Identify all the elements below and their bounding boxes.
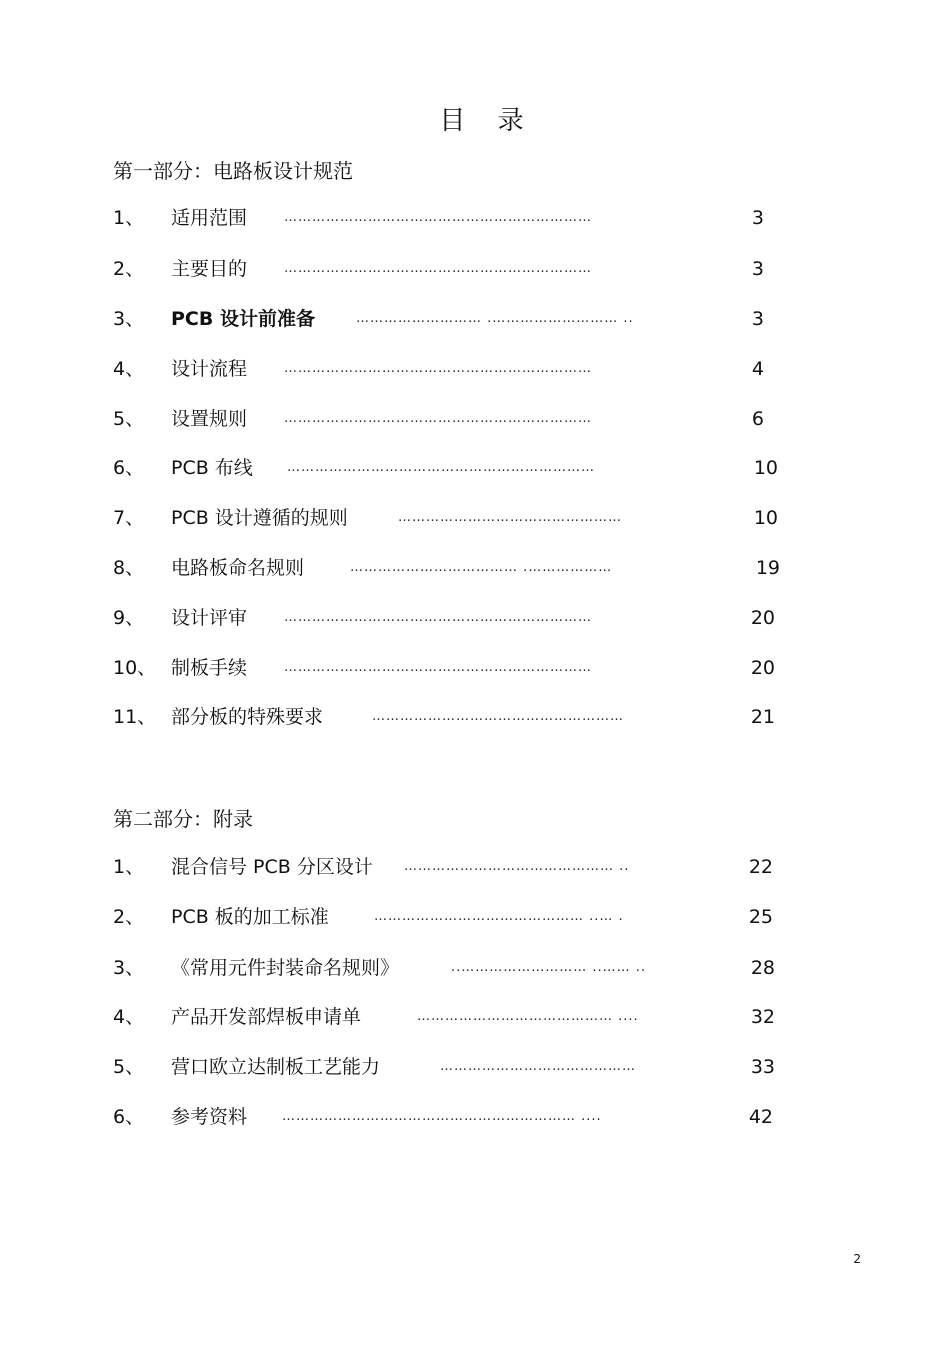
- toc-entry-leader: ……………………… .……………………… ..: [356, 311, 634, 326]
- toc-entry-leader: ……………………………………………………… ....: [282, 1109, 602, 1124]
- toc-entry[interactable]: [0, 205, 950, 231]
- toc-entry-leader: ..……………………… ..…… ..: [451, 960, 647, 975]
- toc-entry-number: 11、: [113, 706, 157, 728]
- toc-entry[interactable]: [0, 555, 950, 581]
- toc-entry[interactable]: [0, 955, 950, 981]
- toc-entry-page: 3: [751, 258, 764, 280]
- toc-entry[interactable]: [0, 854, 950, 880]
- toc-entry-number: 8、: [113, 557, 145, 579]
- toc-entry-page: 32: [750, 1006, 775, 1028]
- toc-entry-page: 21: [750, 706, 775, 728]
- toc-entry-leader: …………………………………………………………: [284, 210, 592, 225]
- toc-entry-page: 6: [751, 408, 764, 430]
- toc-entry-page: 20: [750, 607, 775, 629]
- toc-entry-page: 25: [748, 906, 773, 928]
- toc-entry-title: 混合信号 PCB 分区设计: [171, 856, 373, 878]
- toc-entry-leader: …………………………………………………………: [284, 261, 592, 276]
- toc-entry-leader: …………………………………………………………: [284, 610, 592, 625]
- toc-entry-page: 19: [755, 557, 780, 579]
- toc-entry-leader: …………………………………………………………: [284, 411, 592, 426]
- toc-entry-page: 22: [748, 856, 773, 878]
- toc-entry-leader: …………………………………………………………: [284, 660, 592, 675]
- toc-entry-number: 3、: [113, 957, 145, 979]
- page-number: 2: [853, 1252, 861, 1266]
- toc-entry-number: 6、: [113, 1106, 145, 1128]
- toc-entry-title: 设计评审: [171, 607, 248, 629]
- toc-entry-title: 适用范围: [171, 207, 248, 229]
- toc-entry-page: 33: [750, 1056, 775, 1078]
- toc-entry-number: 4、: [113, 358, 145, 380]
- toc-entry-number: 5、: [113, 408, 145, 430]
- toc-entry-number: 2、: [113, 258, 145, 280]
- toc-entry-title: 部分板的特殊要求: [171, 706, 324, 728]
- toc-entry[interactable]: [0, 505, 950, 531]
- toc-entry-page: 3: [751, 207, 764, 229]
- toc-entry-title: 《常用元件封装命名规则》: [171, 957, 400, 979]
- toc-entry[interactable]: [0, 904, 950, 930]
- toc-entry-leader: ……………………………………… ..: [404, 859, 630, 874]
- toc-entry-number: 2、: [113, 906, 145, 928]
- toc-entry-title: PCB 设计遵循的规则: [171, 507, 348, 529]
- toc-entry-number: 1、: [113, 207, 145, 229]
- toc-entry-leader: …………………………………………………………: [284, 361, 592, 376]
- toc-entry[interactable]: [0, 306, 950, 332]
- toc-entry-leader: ……………………………………: [440, 1059, 636, 1074]
- toc-entry-number: 3、: [113, 308, 145, 330]
- toc-entry-page: 10: [753, 457, 778, 479]
- toc-entry-page: 4: [751, 358, 764, 380]
- toc-entry-page: 3: [751, 308, 764, 330]
- toc-entry[interactable]: [0, 704, 950, 730]
- toc-entry-leader: …………………………………………………………: [287, 460, 595, 475]
- toc-entry-number: 7、: [113, 507, 145, 529]
- toc-entry-title: 营口欧立达制板工艺能力: [171, 1056, 381, 1078]
- toc-entry-title: PCB 板的加工标准: [171, 906, 329, 928]
- toc-entry-leader: ………………………………………………: [372, 709, 624, 724]
- toc-entry-number: 4、: [113, 1006, 145, 1028]
- toc-entry[interactable]: [0, 655, 950, 681]
- toc-entry-title: PCB 设计前准备: [171, 308, 315, 330]
- toc-entry-title: 电路板命名规则: [171, 557, 305, 579]
- toc-entry-page: 28: [750, 957, 775, 979]
- toc-entry[interactable]: [0, 256, 950, 282]
- toc-entry-title: 参考资料: [171, 1106, 248, 1128]
- toc-entry-leader: …………………………………… ....: [417, 1009, 639, 1024]
- toc-entry[interactable]: [0, 1054, 950, 1080]
- toc-entry-number: 10、: [113, 657, 157, 679]
- toc-entry[interactable]: [0, 406, 950, 432]
- toc-entry[interactable]: [0, 455, 950, 481]
- toc-entry-title: 产品开发部焊板申请单: [171, 1006, 362, 1028]
- toc-entry[interactable]: [0, 1104, 950, 1130]
- toc-entry[interactable]: [0, 605, 950, 631]
- part1-heading: 第一部分：电路板设计规范: [113, 159, 353, 183]
- toc-entry-title: PCB 布线: [171, 457, 253, 479]
- toc-entry-title: 设置规则: [171, 408, 248, 430]
- toc-entry-title: 主要目的: [171, 258, 248, 280]
- toc-entry-leader: ……………………………… .………………: [350, 560, 613, 575]
- toc-entry-number: 1、: [113, 856, 145, 878]
- toc-entry[interactable]: [0, 1004, 950, 1030]
- toc-entry-number: 6、: [113, 457, 145, 479]
- toc-entry-leader: …………………………………………: [398, 510, 622, 525]
- toc-entry-number: 9、: [113, 607, 145, 629]
- toc-entry[interactable]: [0, 356, 950, 382]
- toc-entry-page: 10: [753, 507, 778, 529]
- toc-entry-title: 制板手续: [171, 657, 248, 679]
- part2-heading: 第二部分：附录: [113, 807, 253, 831]
- toc-entry-title: 设计流程: [171, 358, 248, 380]
- page-title: 目 录: [439, 106, 536, 136]
- toc-entry-page: 42: [748, 1106, 773, 1128]
- toc-entry-number: 5、: [113, 1056, 145, 1078]
- toc-entry-leader: ……………………………………… ..… .: [374, 909, 624, 924]
- toc-entry-page: 20: [750, 657, 775, 679]
